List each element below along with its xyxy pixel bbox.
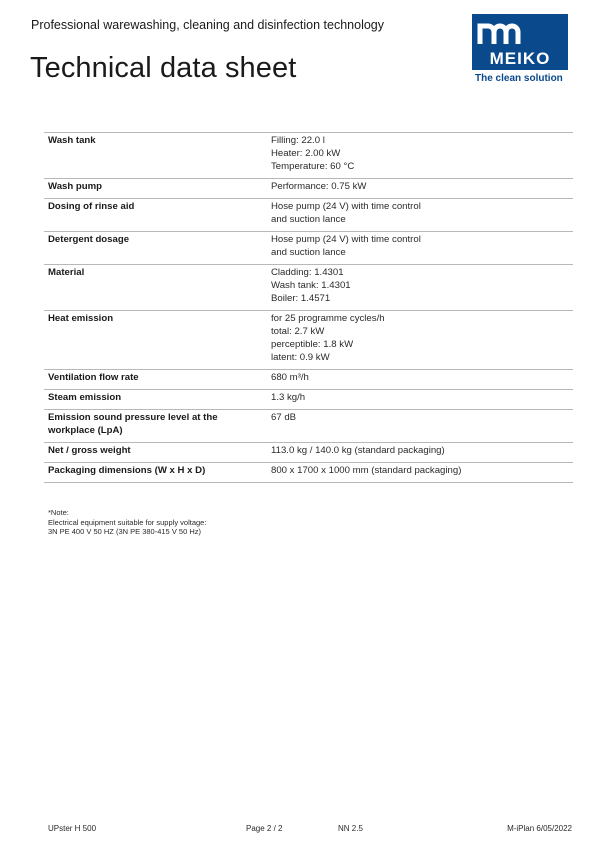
spec-label: Steam emission <box>48 392 122 403</box>
footer-plan: M-iPlan 6/05/2022 <box>507 824 572 833</box>
footer-nn: NN 2.5 <box>338 824 363 833</box>
spec-value-line: Boiler: 1.4571 <box>271 293 331 304</box>
spec-row <box>44 443 573 463</box>
spec-label: Material <box>48 267 85 278</box>
spec-value-line: 1.3 kg/h <box>271 392 306 403</box>
spec-value <box>267 443 573 463</box>
spec-row <box>44 370 573 390</box>
spec-row <box>44 463 573 483</box>
spec-table <box>44 132 573 483</box>
spec-value <box>267 199 573 232</box>
spec-value <box>267 265 573 311</box>
spec-value-line: Hose pump (24 V) with time control <box>271 234 421 245</box>
spec-row <box>44 265 573 311</box>
spec-label: Wash tank <box>48 135 96 146</box>
footer-page-number: Page 2 / 2 <box>246 824 283 833</box>
spec-value-line: Filling: 22.0 l <box>271 135 325 146</box>
spec-value-line: Wash tank: 1.4301 <box>271 280 351 291</box>
spec-value-line: total: 2.7 kW <box>271 326 325 337</box>
spec-label: Ventilation flow rate <box>48 372 139 383</box>
footer-model: UPster H 500 <box>48 824 97 833</box>
note-line-1: Electrical equipment suitable for supply voltage: <box>48 517 207 527</box>
spec-value-line: for 25 programme cycles/h <box>271 313 385 324</box>
spec-label: Detergent dosage <box>48 234 130 245</box>
spec-value-line: Temperature: 60 °C <box>271 161 355 172</box>
spec-row <box>44 179 573 199</box>
spec-value <box>267 410 573 443</box>
spec-label: Net / gross weight <box>48 445 131 456</box>
spec-value-line: perceptible: 1.8 kW <box>271 339 354 350</box>
voltage-note <box>48 508 206 537</box>
spec-value <box>267 370 573 390</box>
spec-value <box>267 311 573 370</box>
logo-brand-text: MEIKO <box>489 49 551 68</box>
spec-value-line: 113.0 kg / 140.0 kg (standard packaging) <box>271 445 445 456</box>
meiko-logo <box>472 14 568 84</box>
spec-value-line: and suction lance <box>271 214 346 225</box>
spec-value <box>267 463 573 483</box>
spec-value-line: and suction lance <box>271 247 346 258</box>
logo-slogan: The clean solution <box>475 73 563 84</box>
spec-row <box>44 199 573 232</box>
meiko-logo-mark <box>472 14 568 70</box>
spec-value-line: Heater: 2.00 kW <box>271 148 341 159</box>
spec-row <box>44 311 573 370</box>
page-title: Technical data sheet <box>30 52 297 84</box>
spec-row <box>44 390 573 410</box>
note-line-2: 3N PE 400 V 50 HZ (3N PE 380-415 V 50 Hz) <box>48 527 201 536</box>
spec-row <box>44 232 573 265</box>
spec-value <box>267 390 573 410</box>
note-heading: *Note: <box>48 508 69 517</box>
spec-value-line: latent: 0.9 kW <box>271 352 330 363</box>
spec-label: Packaging dimensions (W x H x D) <box>48 465 206 476</box>
spec-value <box>267 232 573 265</box>
spec-value <box>267 133 573 179</box>
header-tagline: Professional warewashing, cleaning and disinfection technology <box>31 18 384 32</box>
spec-label: Wash pump <box>48 181 103 192</box>
spec-label: Emission sound pressure level at the workplace (LpA) <box>48 412 218 436</box>
spec-value-line: Performance: 0.75 kW <box>271 181 367 192</box>
spec-value-line: Hose pump (24 V) with time control <box>271 201 421 212</box>
spec-label: Dosing of rinse aid <box>48 201 135 212</box>
spec-value-line: 67 dB <box>271 412 297 423</box>
spec-value <box>267 179 573 199</box>
spec-value-line: 680 m³/h <box>271 372 309 383</box>
spec-value-line: Cladding: 1.4301 <box>271 267 344 278</box>
spec-value-line: 800 x 1700 x 1000 mm (standard packaging) <box>271 465 462 476</box>
spec-row <box>44 133 573 179</box>
spec-label: Heat emission <box>48 313 114 324</box>
spec-row <box>44 410 573 443</box>
